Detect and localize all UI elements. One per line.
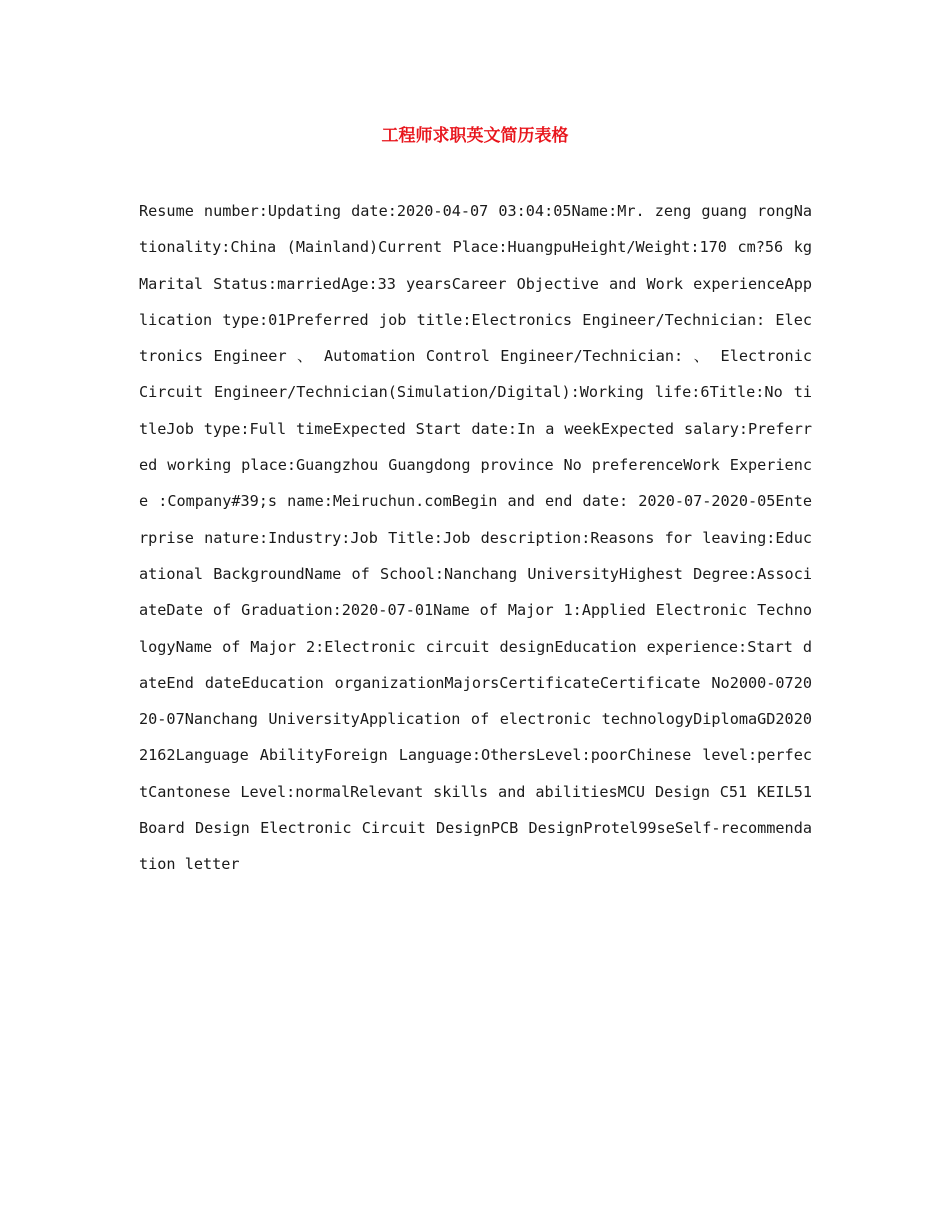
document-title: 工程师求职英文简历表格 [381,126,569,146]
resume-body-text: Resume number:Updating date:2020-04-07 03:04:05Name:Mr. zeng guang rongNationality:China (Mainland)Current Place:HuangpuHeight/Weight:170 cm?56 kgMarital Status:marriedAge:33 yearsCareer Objective and Work experienceApplication type:01Preferred job title:Electronics Engineer/Technician: Electronics Engineer 、 Automation Control Engineer/Technician: 、 Electronic Circuit Engineer/Technician(Simulation/Digital):Working life:6Title:No titleJob type:Full timeExpected Start date:In a weekExpected salary:Preferred working place:Guangzhou Guangdong province No preferenceWork Experience :Company#39;s name:Meiruchun.comBegin and end date: 2020-07-2020-05Enterprise nature:Industry:Job Title:Job description:Reasons for leaving:Educational BackgroundName of School:Nanchang UniversityHighest Degree:AssociateDate of Graduation:2020-07-01Name of Major 1:Applied Electronic TechnologyName of Major 2:Electronic circuit designEducation experience:Start dateEnd dateEducation organizationMajorsCertificateCertificate No2000-072020-07Nanchang UniversityApplication of electronic technologyDiplomaGD20202162Language AbilityForeign Language:OthersLevel:poorChinese level:perfectCantonese Level:normalRelevant skills and abilitiesMCU Design C51 KEIL51Board Design Electronic Circuit DesignPCB DesignProtel99seSelf-recommendation letter [139,202,812,874]
